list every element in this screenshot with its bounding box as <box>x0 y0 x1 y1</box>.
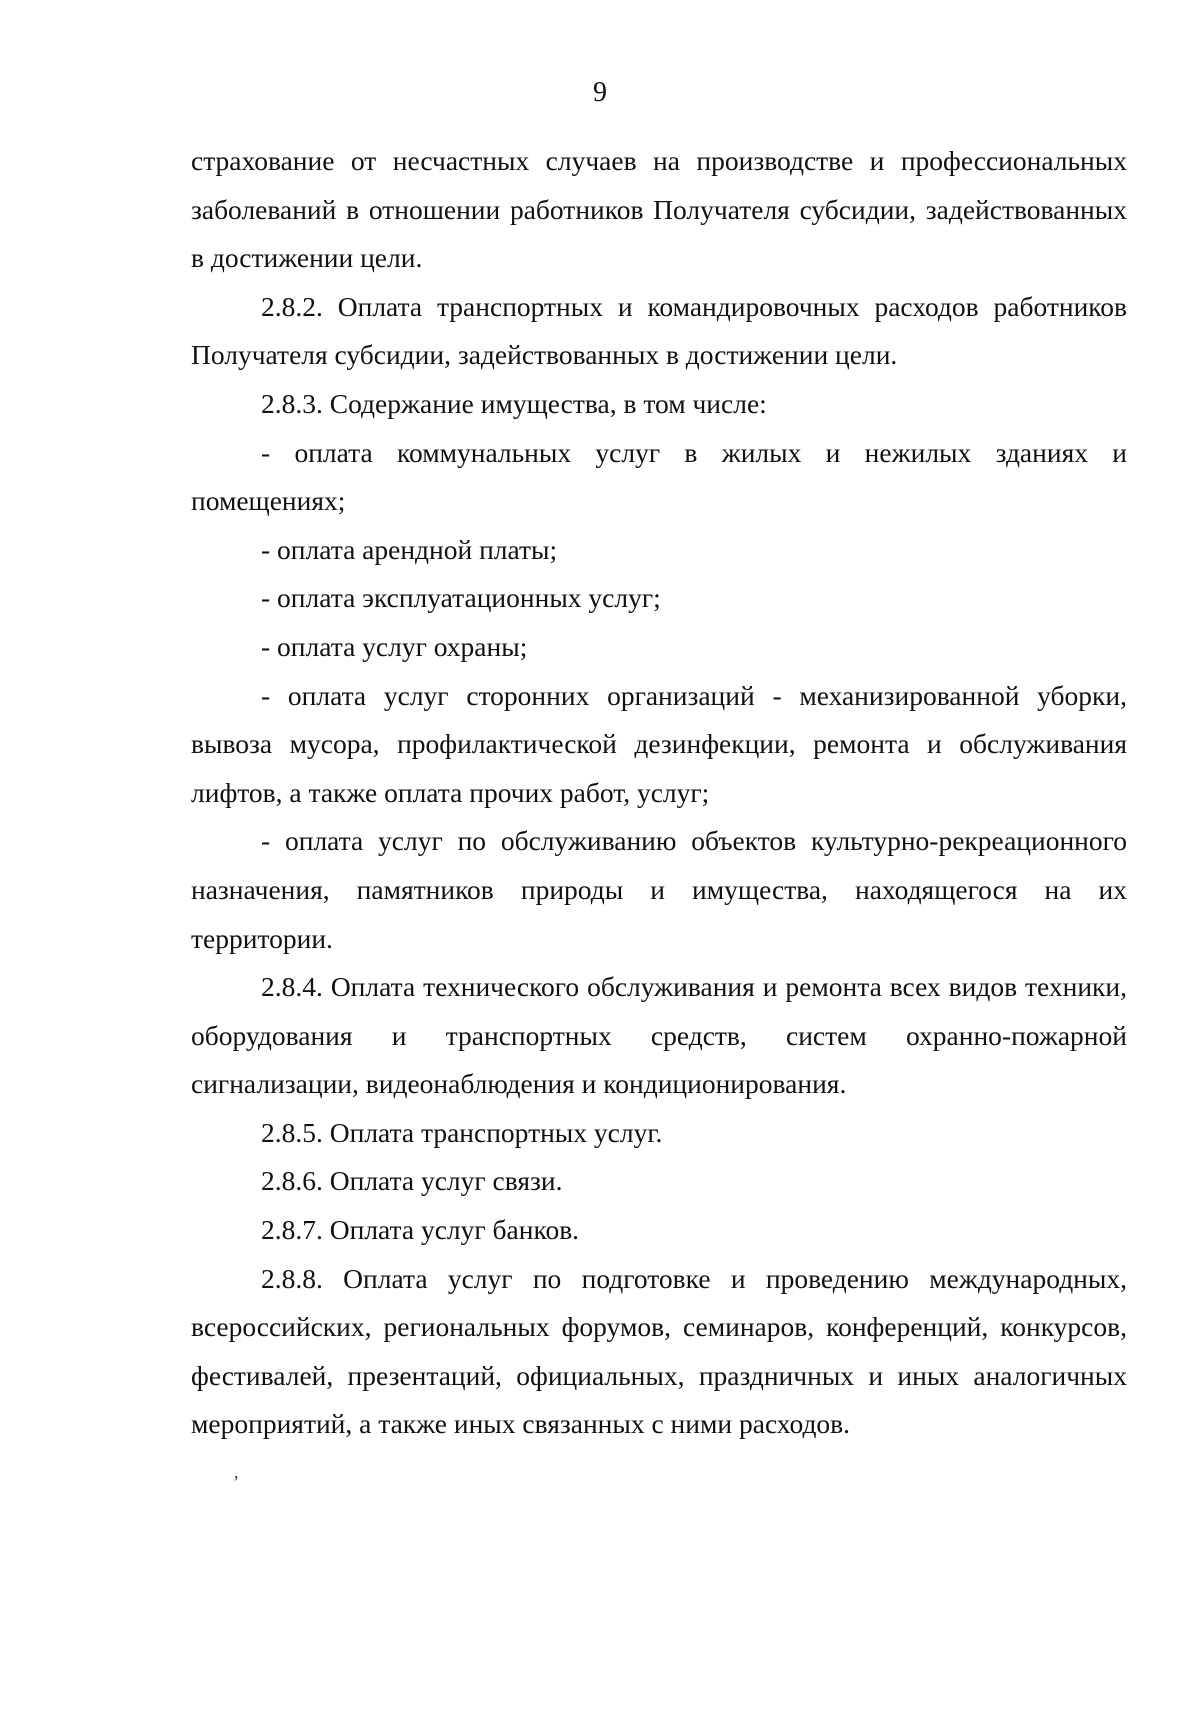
page-number: 9 <box>593 77 607 108</box>
list-item-recreation-objects: - оплата услуг по обслуживанию объектов культурно-рекреационного назначения, памятников природы и имущества, находящегося на их территории. <box>191 825 1127 954</box>
paragraph-2-8-7: 2.8.7. Оплата услуг банков. <box>261 1214 580 1246</box>
list-item-third-party-services: - оплата услуг сторонних организаций - механизированной уборки, вывоза мусора, профилактической дезинфекции, ремонта и обслуживания лифтов, а также оплата прочих работ, услуг; <box>191 679 1127 808</box>
paragraph-2-8-2: 2.8.2. Оплата транспортных и командировочных расходов работников Получателя субсидии, задействованных в достижении цели. <box>191 290 1127 371</box>
paragraph-2-8-6: 2.8.6. Оплата услуг связи. <box>261 1165 563 1197</box>
paragraph-2-8-8: 2.8.8. Оплата услуг по подготовке и проведению международных, всероссийских, региональных форумов, семинаров, конференций, конкурсов, фестивалей, презентаций, официальных, праздничных и иных аналогичных мероприятий, а также иных связанных с ними расходов. <box>191 1262 1127 1440</box>
document-body <box>191 137 1127 1449</box>
paragraph-2-8-4: 2.8.4. Оплата технического обслуживания и ремонта всех видов техники, оборудования и транспортных средств, систем охранно-пожарной сигнализации, видеонаблюдения и кондиционирования. <box>191 971 1127 1100</box>
paragraph-2-8-5: 2.8.5. Оплата транспортных услуг. <box>261 1116 663 1148</box>
list-item-utilities: - оплата коммунальных услуг в жилых и нежилых зданиях и помещениях; <box>191 436 1127 517</box>
paragraph-continuation: страхование от несчастных случаев на производстве и профессиональных заболеваний в отношении работников Получателя субсидии, задействованных в достижении цели. <box>191 145 1127 274</box>
list-item-rent: - оплата арендной платы; <box>261 533 558 565</box>
scan-mark: ʼ <box>233 1472 239 1492</box>
list-item-security-services: - оплата услуг охраны; <box>261 630 528 662</box>
paragraph-2-8-3: 2.8.3. Содержание имущества, в том числе: <box>261 387 767 419</box>
list-item-operational-services: - оплата эксплуатационных услуг; <box>261 582 661 614</box>
